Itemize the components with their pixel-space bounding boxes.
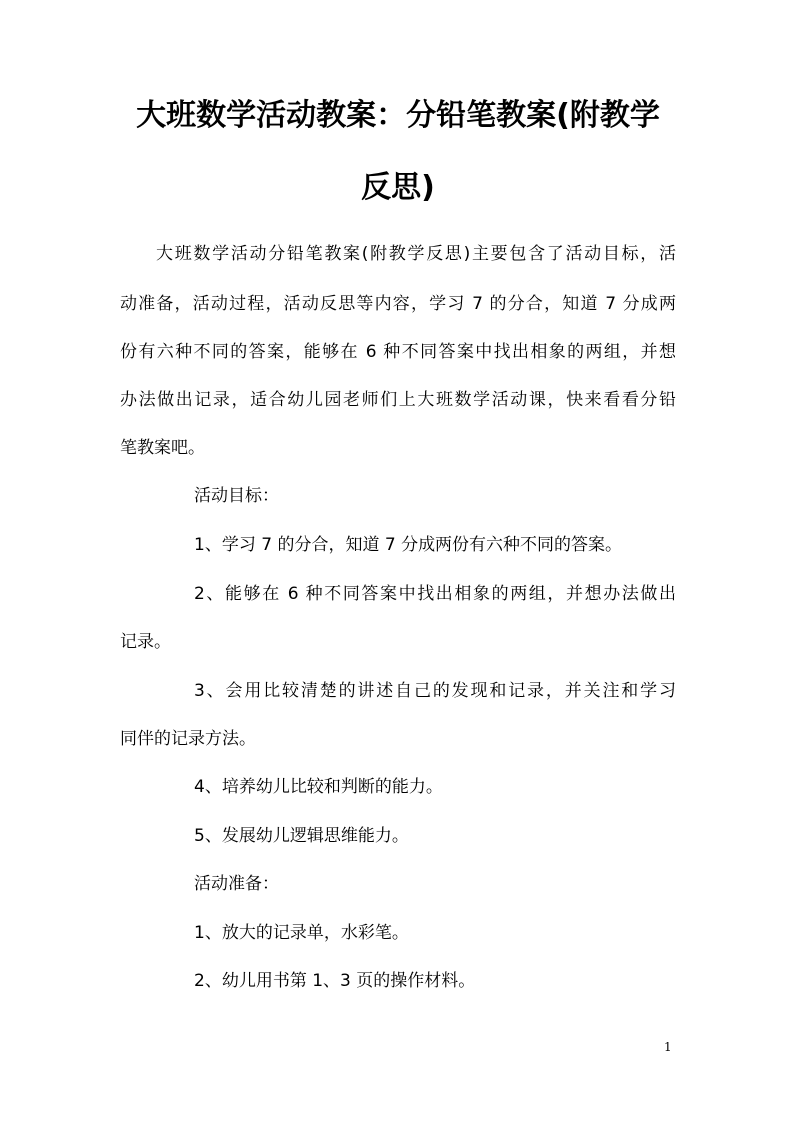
prep-heading: 活动准备：	[194, 874, 279, 894]
intro-line-5: 笔教案吧。	[120, 438, 205, 458]
goal-line-6: 4、培养幼儿比较和判断的能力。	[194, 777, 443, 797]
intro-line-4: 办法做出记录，适合幼儿园老师们上大班数学活动课，快来看看分铅	[120, 390, 676, 410]
goal-line-7: 5、发展幼儿逻辑思维能力。	[194, 826, 409, 846]
goal-line-1: 1、学习 7 的分合，知道 7 分成两份有六种不同的答案。	[194, 535, 623, 555]
prep-line-1: 1、放大的记录单，水彩笔。	[194, 923, 409, 943]
goal-line-2: 2、能够在 6 种不同答案中找出相象的两组，并想办法做出	[194, 584, 676, 604]
document-title-line-2: 反思)	[361, 170, 435, 205]
goal-line-4: 3、会用比较清楚的讲述自己的发现和记录，并关注和学习	[194, 681, 676, 701]
goal-line-5: 同伴的记录方法。	[120, 729, 256, 749]
intro-line-3: 份有六种不同的答案，能够在 6 种不同答案中找出相象的两组，并想	[120, 342, 676, 362]
intro-line-2: 动准备，活动过程，活动反思等内容，学习 7 的分合，知道 7 分成两	[120, 294, 676, 314]
prep-line-2: 2、幼儿用书第 1、3 页的操作材料。	[194, 971, 476, 991]
page-number: 1	[664, 1040, 672, 1054]
intro-line-1: 大班数学活动分铅笔教案(附教学反思)主要包含了活动目标，活	[156, 244, 676, 264]
goal-line-3: 记录。	[120, 632, 171, 652]
document-title-line-1: 大班数学活动教案：分铅笔教案(附教学	[136, 98, 660, 133]
goals-heading: 活动目标：	[194, 486, 279, 506]
